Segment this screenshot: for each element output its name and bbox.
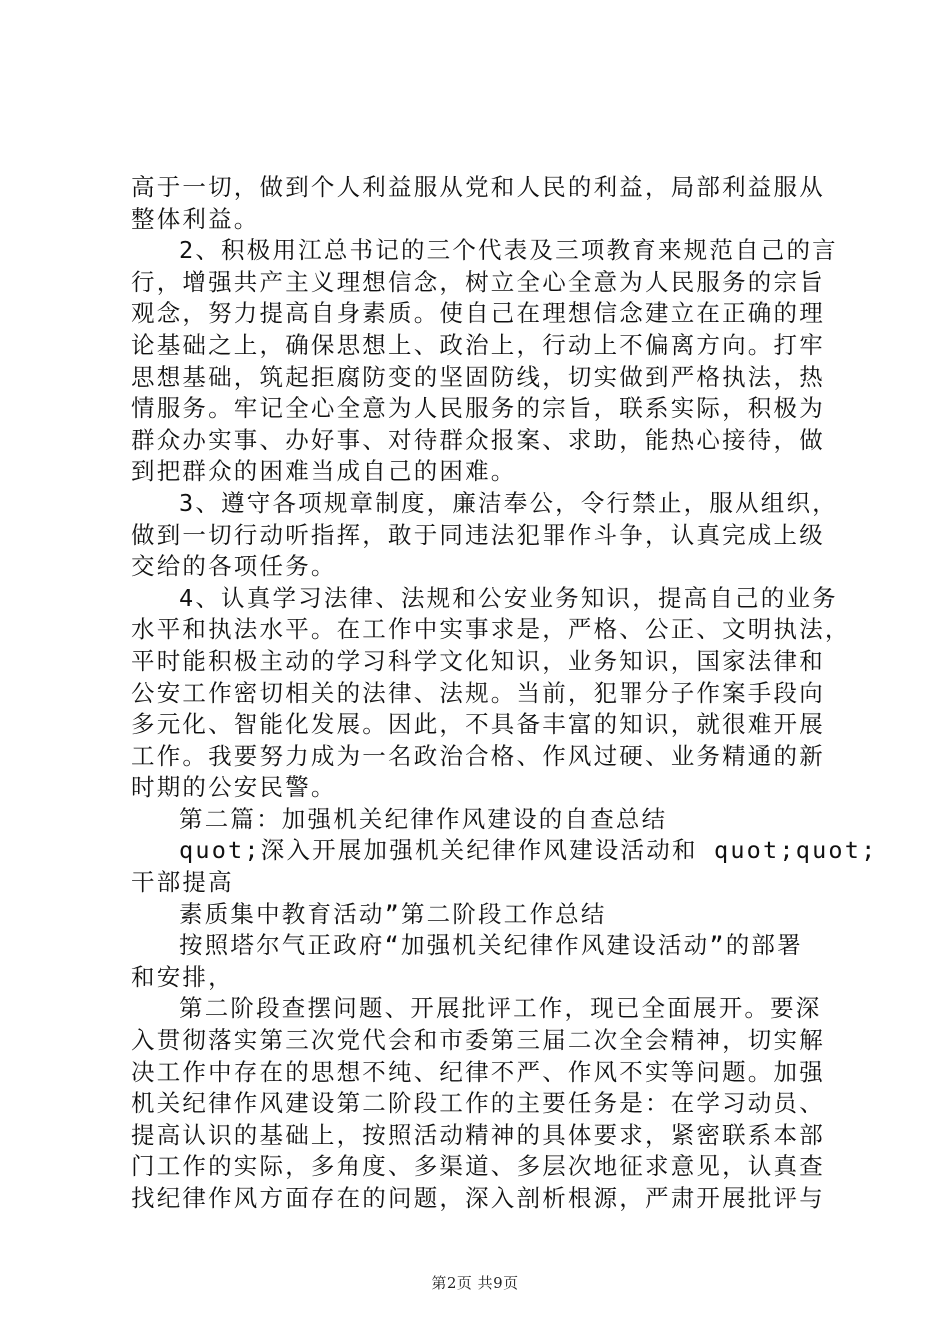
text-line: 3、遵守各项规章制度，廉洁奉公，令行禁止，服从组织， [179,488,838,517]
text-line: 提高认识的基础上，按照活动精神的具体要求，紧密联系本部 [131,1120,825,1149]
text-line: 水平和执法水平。在工作中实事求是，严格、公正、文明执法， [131,615,851,644]
text-line: 入贯彻落实第三次党代会和市委第三届二次全会精神，切实解 [131,1026,825,1055]
text-line: 整体利益。 [131,204,260,233]
text-line: 工作。我要努力成为一名政治合格、作风过硬、业务精通的新 [131,741,825,770]
text-line: 公安工作密切相关的法律、法规。当前，犯罪分子作案手段向 [131,678,825,707]
text-line: 按照塔尔气正政府“加强机关纪律作风建设活动”的部署 [179,931,803,960]
text-line: quot;深入开展加强机关纪律作风建设活动和 quot;quot; [179,836,878,865]
text-line: 机关纪律作风建设第二阶段工作的主要任务是：在学习动员、 [131,1089,825,1118]
text-line: 论基础之上，确保思想上、政治上，行动上不偏离方向。打牢 [131,330,825,359]
text-line: 和安排， [131,962,234,991]
text-line: 情服务。牢记全心全意为人民服务的宗旨，联系实际，积极为 [131,394,825,423]
text-line: 素质集中教育活动”第二阶段工作总结 [179,899,607,928]
text-line: 观念，努力提高自身素质。使自己在理想信念建立在正确的理 [131,299,825,328]
text-line: 高于一切，做到个人利益服从党和人民的利益，局部利益服从 [131,173,825,201]
text-line: 时期的公安民警。 [131,773,337,802]
text-line: 多元化、智能化发展。因此，不具备丰富的知识，就很难开展 [131,710,825,739]
text-line: 到把群众的困难当成自己的困难。 [131,457,517,486]
text-line: 做到一切行动听指挥，敢于同违法犯罪作斗争，认真完成上级 [131,520,825,549]
text-line: 找纪律作风方面存在的问题，深入剖析根源，严肃开展批评与 [131,1184,825,1212]
text-line: 行，增强共产主义理想信念，树立全心全意为人民服务的宗旨 [131,267,825,296]
text-line: 平时能积极主动的学习科学文化知识，业务知识，国家法律和 [131,646,825,675]
text-line: 4、认真学习法律、法规和公安业务知识，提高自己的业务 [179,583,838,612]
text-line: 决工作中存在的思想不纯、纪律不严、作风不实等问题。加强 [131,1057,825,1086]
text-line: 门工作的实际，多角度、多渠道、多层次地征求意见，认真查 [131,1152,825,1181]
text-line: 第二篇：加强机关纪律作风建设的自查总结 [179,804,668,833]
document-body [131,172,878,1215]
text-line: 第二阶段查摆问题、开展批评工作，现已全面展开。要深 [179,994,822,1023]
text-line: 群众办实事、办好事、对待群众报案、求助，能热心接待，做 [131,425,825,454]
text-line: 干部提高 [131,868,234,897]
page-footer: 第2页 共9页 [431,1274,519,1292]
text-line: 2、积极用江总书记的三个代表及三项教育来规范自己的言 [179,236,838,265]
text-line: 交给的各项任务。 [131,552,337,581]
text-line: 思想基础，筑起拒腐防变的坚固防线，切实做到严格执法，热 [131,362,825,391]
